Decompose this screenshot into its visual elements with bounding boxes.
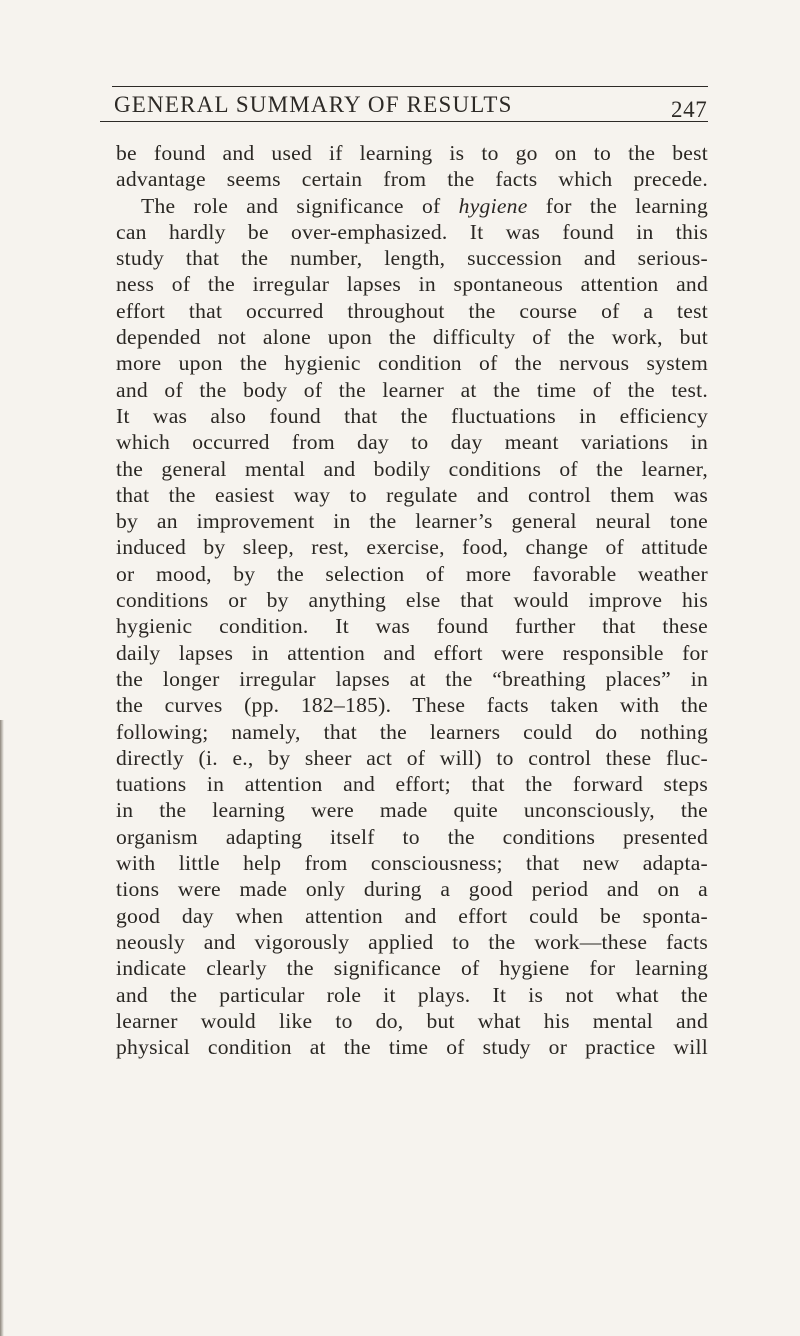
running-head: GENERAL SUMMARY OF RESULTS — [114, 92, 513, 117]
emphasized-word: hygiene — [458, 193, 528, 218]
text-line: indicate clearly the significance of hygiene for learning — [116, 956, 708, 981]
text-line: neously and vigorously applied to the work—these facts — [116, 929, 708, 954]
text-line: depended not alone upon the difficulty of the work, but — [116, 325, 708, 350]
text-line: with little help from consciousness; that new adapta- — [116, 851, 708, 876]
text-line: be found and used if learning is to go on to the best — [116, 141, 708, 165]
binding-shadow — [0, 720, 4, 1336]
paragraph-first-line: The role and significance of hygiene for the learning — [141, 193, 708, 218]
text-line: the longer irregular lapses at the “breathing places” in — [116, 666, 708, 691]
text-line: in the learning were made quite unconsciously, the — [116, 798, 708, 823]
text-line: which occurred from day to day meant variations in — [116, 430, 708, 455]
text-line: effort that occurred throughout the course of a test — [116, 298, 708, 323]
header-rule-top — [112, 86, 708, 87]
text-line: the curves (pp. 182–185). These facts taken with the — [116, 693, 708, 718]
text-line: study that the number, length, succession and serious- — [116, 246, 708, 271]
text-line: can hardly be over-emphasized. It was found in this — [116, 219, 708, 244]
text-line: It was also found that the fluctuations in efficiency — [116, 403, 708, 428]
body-paragraph — [116, 140, 708, 1060]
text-line: and the particular role it plays. It is not what the — [116, 982, 708, 1007]
text-line: and of the body of the learner at the time of the test. — [116, 377, 708, 402]
text-line: following; namely, that the learners could do nothing — [116, 719, 708, 744]
text-line: physical condition at the time of study or practice will — [116, 1035, 708, 1060]
text-line: tions were made only during a good period and on a — [116, 877, 708, 902]
text-line: or mood, by the selection of more favorable weather — [116, 561, 708, 586]
text-line: directly (i. e., by sheer act of will) to control these fluc- — [116, 745, 708, 770]
page-number: 247 — [671, 97, 708, 122]
text-line: hygienic condition. It was found further that these — [116, 614, 708, 639]
text-line: ness of the irregular lapses in spontaneous attention and — [116, 272, 708, 297]
text-line: the general mental and bodily conditions of the learner, — [116, 456, 708, 481]
text-line: that the easiest way to regulate and control them was — [116, 482, 708, 507]
text-line: good day when attention and effort could be sponta- — [116, 903, 708, 928]
text-line: daily lapses in attention and effort were responsible for — [116, 640, 708, 665]
text-line: induced by sleep, rest, exercise, food, change of attitude — [116, 535, 708, 560]
text-line: conditions or by anything else that would improve his — [116, 588, 708, 613]
text-line: tuations in attention and effort; that the forward steps — [116, 772, 708, 797]
text-line: learner would like to do, but what his mental and — [116, 1008, 708, 1033]
text-line: advantage seems certain from the facts which precede. — [116, 167, 708, 192]
text-line: by an improvement in the learner’s general neural tone — [116, 509, 708, 534]
text-line: more upon the hygienic condition of the nervous system — [116, 351, 708, 376]
header-rule-bottom — [100, 121, 708, 122]
text-line: organism adapting itself to the conditions presented — [116, 824, 708, 849]
